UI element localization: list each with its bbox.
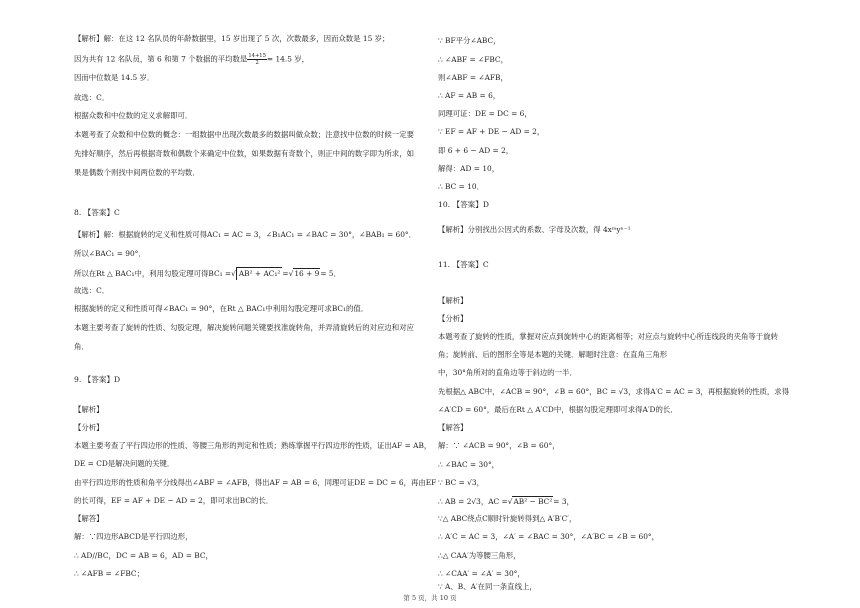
q9-cont-line: 同理可证：DE = DC = 6， xyxy=(438,109,532,118)
q9-cont-line: ∵ BF平分∠ABC， xyxy=(438,36,501,45)
q7-median-result: = 14.5 岁， xyxy=(266,54,310,64)
q11-text-line: 【分析】 xyxy=(438,314,468,323)
q7-text-line: 故选：C． xyxy=(74,93,110,102)
q9-text-line: DE = CD是解决问题的关键． xyxy=(74,459,175,468)
q8-text-line: 角． xyxy=(74,342,89,351)
q9-text-line: 解：∵四边形ABCD是平行四边形， xyxy=(74,532,193,541)
q11-text-line: ∵△ ABC绕点C顺时针旋转得到△ A′B′C′， xyxy=(438,514,577,523)
q7-text-line: 因而中位数是 14.5 岁． xyxy=(74,73,155,82)
q9-cont-line: 解得：AD = 10， xyxy=(438,164,500,173)
q9-text-line: 【解析】 xyxy=(74,405,104,414)
q9-answer-heading: 9. 【答案】D xyxy=(74,375,121,384)
q8-text-line: 本题主要考查了旋转的性质、勾股定理，解决旋转问题关键要找准旋转角，并弄清旋转后的对应边和对应 xyxy=(74,323,414,332)
q11-text-line: 本题考查了旋转的性质，掌握对应点到旋转中心的距离相等；对应点与旋转中心所连线段的夹角等于旋转 xyxy=(438,332,778,341)
q11-text-line: ∵ BC = √3， xyxy=(438,478,484,487)
q8-text-line: 【解析】解：根据旋转的定义和性质可得AC₁ = AC = 3，∠B₁AC₁ = ∠BAC = 30°，∠BAB₁ = 60°． xyxy=(74,230,417,239)
q9-cont-line: ∴ ∠ABF = ∠FBC， xyxy=(438,55,508,64)
q9-text-line: 由平行四边形的性质和角平分线得出∠ABF = ∠AFB，得出AF = AB = 6，同理可证DE = DC = 6，再由EF xyxy=(74,478,437,487)
q11-text-line: ∴ A′C = AC = 3，∠A′ = ∠BAC = 30°，∠A′BC = ∠B = 60°， xyxy=(438,532,660,541)
q9-text-line: 的长可得，EF = AF + DE − AD = 2，即可求出BC的长． xyxy=(74,496,274,505)
q7-median-text: 因为共有 12 名队员，第 6 和第 7 个数据的平均数是 xyxy=(74,54,248,64)
q9-cont-line: 则∠ABF = ∠AFB， xyxy=(438,73,508,82)
q9-cont-line: ∴ BC = 10． xyxy=(438,182,484,191)
q9-text-line: 【解答】 xyxy=(74,514,104,523)
q7-text-line: 【解析】解：在这 12 名队员的年龄数据里，15 岁出现了 5 次，次数最多，因而众数是 15 岁； xyxy=(74,34,390,43)
q7-text-line: 果是偶数个则找中间两位数的平均数． xyxy=(74,168,200,177)
page-footer: 第 5 页，共 10 页 xyxy=(403,594,457,602)
q7-text-line: 本题考查了众数和中位数的概念：一组数据中出现次数最多的数据叫做众数；注意找中位数的时候一定要 xyxy=(74,130,414,139)
q8-text-line: 根据旋转的定义和性质可得∠BAC₁ = 90°，在Rt △ BAC₁中利用勾股定理可求BC₁的值． xyxy=(74,304,369,313)
q11-root-text: ∴ AB = 2√3，AC = xyxy=(438,497,508,506)
fraction-numerator: 14+15 xyxy=(248,53,266,59)
q7-fraction xyxy=(247,53,267,66)
q9-text-line: ∴ AD//BC，DC = AB = 6，AD = BC， xyxy=(74,551,213,560)
q10-text-line: 【解析】分别找出公因式的系数、字母及次数，得 4xᵐyⁿ⁻¹ xyxy=(438,225,631,234)
q11-text-line: ∠A′CD = 60°，最后在Rt △ A′CD中，根据勾股定理即可求得A′D的长． xyxy=(438,405,678,414)
q11-text-line: ∵ A、B、A′在同一条直线上， xyxy=(438,582,537,591)
q8-result: = 5． xyxy=(320,269,341,278)
q11-text-line: 角；旋转前、后的图形全等是本题的关键．解题时注意：在直角三角形 xyxy=(438,350,668,359)
q9-text-line: 【分析】 xyxy=(74,423,104,432)
q8-pythagoras-text: 所以在Rt △ BAC₁中，利用勾股定理可得BC₁ = xyxy=(74,269,232,278)
q11-text-line: ∴ ∠BAC = 30°， xyxy=(438,460,500,469)
q8-text-line: 所以∠BAC₁ = 90°． xyxy=(74,249,146,258)
q11-text-line: 解：∵ ∠ACB = 90°，∠B = 60°， xyxy=(438,441,560,450)
q9-cont-line: ∵ EF = AF + DE − AD = 2， xyxy=(438,127,545,136)
q11-text-line: ∴ ∠CAA′ = ∠A′ = 30°， xyxy=(438,569,525,578)
q11-root-line: ∴ AB = 2√3，AC =√AB² − BC²= 3， xyxy=(438,497,574,506)
q11-answer-heading: 11. 【答案】C xyxy=(438,260,489,269)
q11-root-expression: AB² − BC² xyxy=(513,497,553,506)
q7-median-line xyxy=(74,53,309,66)
q8-text-line: 故选：C． xyxy=(74,286,110,295)
q7-text-line: 根据众数和中位数的定义求解即可． xyxy=(74,111,193,120)
q9-text-line: ∴ ∠AFB = ∠FBC； xyxy=(74,569,144,578)
equals-sign: = xyxy=(282,269,289,278)
q8-root-value: 16 + 9 xyxy=(294,269,320,278)
q7-text-line: 先排好顺序，然后再根据奇数和偶数个来确定中位数，如果数据有奇数个，则正中间的数字即为所求，如 xyxy=(74,149,414,158)
q10-answer-heading: 10. 【答案】D xyxy=(438,200,489,209)
q8-answer-heading: 8. 【答案】C xyxy=(74,208,120,217)
fraction-denominator: 2 xyxy=(255,60,259,66)
q8-root-expression: AB² + AC₁² xyxy=(236,267,283,280)
q9-cont-line: ∴ AF = AB = 6， xyxy=(438,91,501,100)
q8-pythagoras-line: 所以在Rt △ BAC₁中，利用勾股定理可得BC₁ =√ AB² + AC₁² =√16 + 9= 5． xyxy=(74,269,341,278)
q11-text-line: ∴△ CAA′为等腰三角形， xyxy=(438,551,521,560)
q11-text-line: 先根据△ ABC中，∠ACB = 90°，∠B = 60°，BC = √3，求得A′C = AC = 3，再根据旋转的性质，求得 xyxy=(438,387,790,396)
q11-text-line: 【解答】 xyxy=(438,423,468,432)
q11-root-result: = 3， xyxy=(553,497,574,506)
q9-cont-line: 即 6 + 6 − AD = 2， xyxy=(438,146,514,155)
q11-text-line: 中，30°角所对的直角边等于斜边的一半． xyxy=(438,368,577,377)
q11-text-line: 【解析】 xyxy=(438,296,468,305)
q9-text-line: 本题主要考查了平行四边形的性质、等腰三角形的判定和性质；熟练掌握平行四边形的性质，证出AF = AB， xyxy=(74,441,432,450)
